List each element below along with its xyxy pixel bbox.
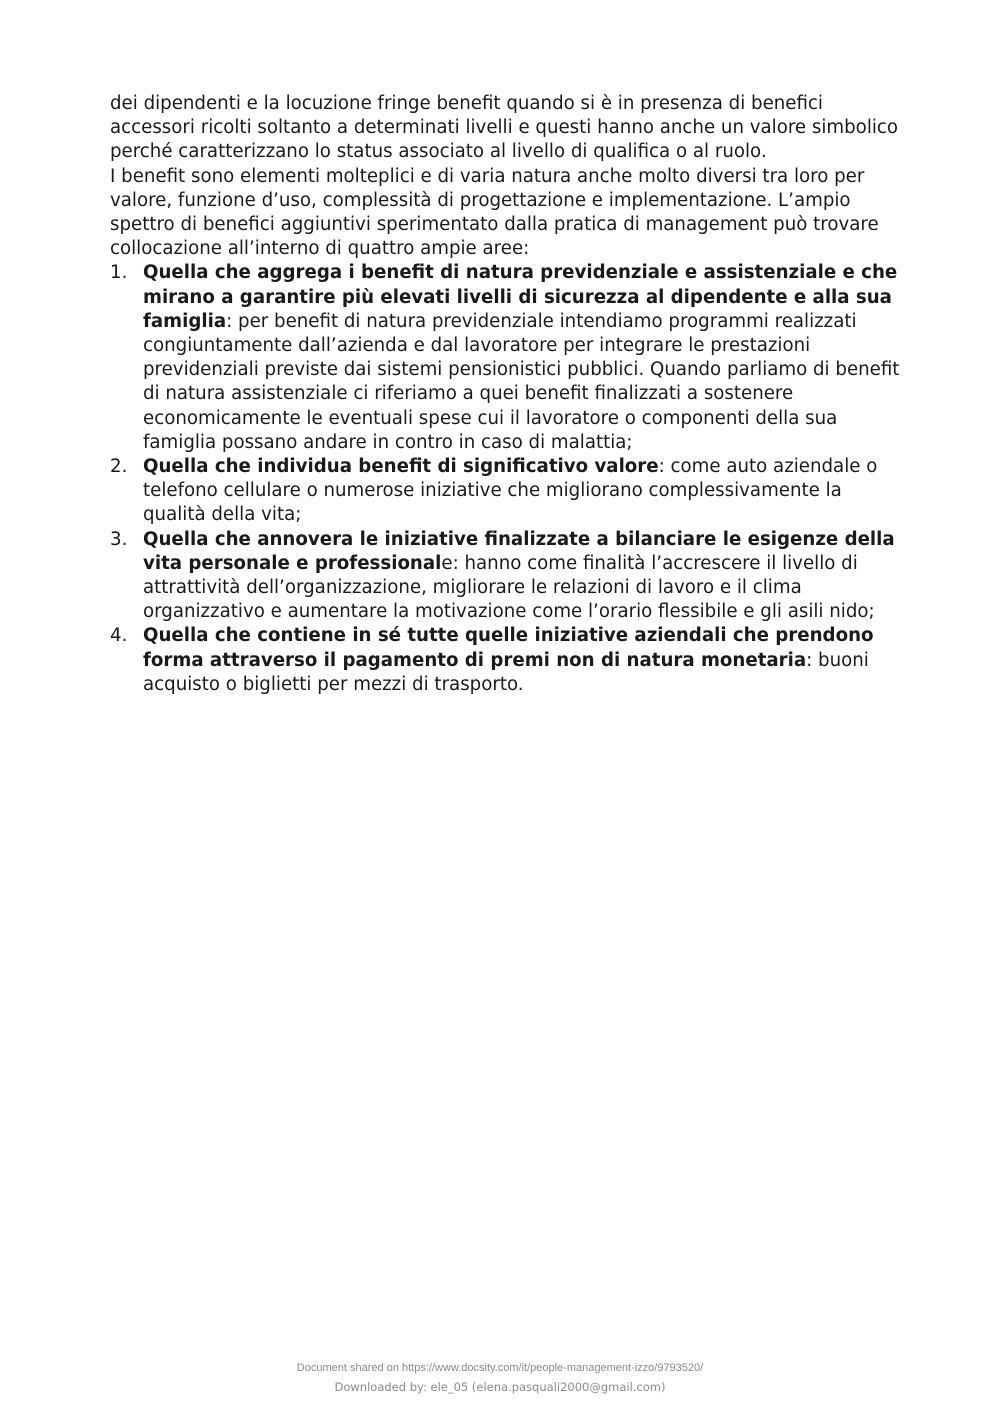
- intro-paragraph-2: I benefit sono elementi molteplici e di varia natura anche molto diversi tra loro per valore, funzione d’uso, complessità di progettazione e implementazione. L’ampio spettro di benefici aggiuntivi sperimentato dalla pratica di management può trovare collocazione all’interno di quattro ampie aree:: [110, 165, 879, 260]
- list-item: [110, 528, 900, 625]
- list-item-text: e: hanno come finalità l’accrescere il livello di attrattività dell’organizzazione, migliorare le relazioni di lavoro e il clima organizzativo e aumentare la motivazione come l’orario flessibile e gli asili nido;: [143, 552, 875, 623]
- footer-shared-note: Document shared on https://www.docsity.com/it/people-management-izzo/9793520/: [296, 1362, 704, 1374]
- list-item-bold: Quella che individua benefit di significativo valore: [143, 456, 659, 478]
- list-item: [110, 455, 900, 528]
- list-item-number: 3.: [110, 528, 128, 550]
- list-item-text: : buoni acquisto o biglietti per mezzi di trasporto.: [143, 649, 869, 695]
- list-item-number: 4.: [110, 625, 128, 647]
- document-body: [110, 92, 900, 697]
- footer-downloaded-note: Downloaded by: ele_05 (elena.pasquali2000@gmail.com): [334, 1380, 666, 1394]
- list-item-bold: Quella che contiene in sé tutte quelle iniziative aziendali che prendono forma attraverso il pagamento di premi non di natura monetaria: [143, 625, 874, 671]
- list-item-bold: Quella che annovera le iniziative finalizzate a bilanciare le esigenze della vita personale e professional: [143, 528, 895, 574]
- list-item: [110, 261, 900, 455]
- list-item: [110, 624, 900, 697]
- list-item-bold: Quella che aggrega i benefit di natura previdenziale e assistenziale e che mirano a garantire più elevati livelli di sicurezza al dipendente e alla sua famiglia: [143, 262, 898, 332]
- intro-paragraph-1: dei dipendenti e la locuzione fringe benefit quando si è in presenza di benefici accessori ricolti soltanto a determinati livelli e questi hanno anche un valore simbolico perché caratterizzano lo status associato al livello di qualifica o al ruolo.: [110, 93, 899, 163]
- list-item-text: : come auto aziendale o telefono cellulare o numerose iniziative che migliorano complessivamente la qualità della vita;: [143, 456, 878, 526]
- list-item-number: 1.: [110, 262, 128, 284]
- list-item-text: : per benefit di natura previdenziale intendiamo programmi realizzati congiuntamente dall’azienda e dal lavoratore per integrare le prestazioni previdenziali previste dai sistemi pensionistici pubblici. Quando parliamo di benefit di natura assistenziale ci riferiamo a quei benefit finalizzati a sostenere economicamente le eventuali spese cui il lavoratore o componenti della sua famiglia possano andare in contro in caso di malattia;: [143, 310, 900, 453]
- list-item-number: 2.: [110, 456, 128, 478]
- benefit-areas-list: [110, 261, 900, 697]
